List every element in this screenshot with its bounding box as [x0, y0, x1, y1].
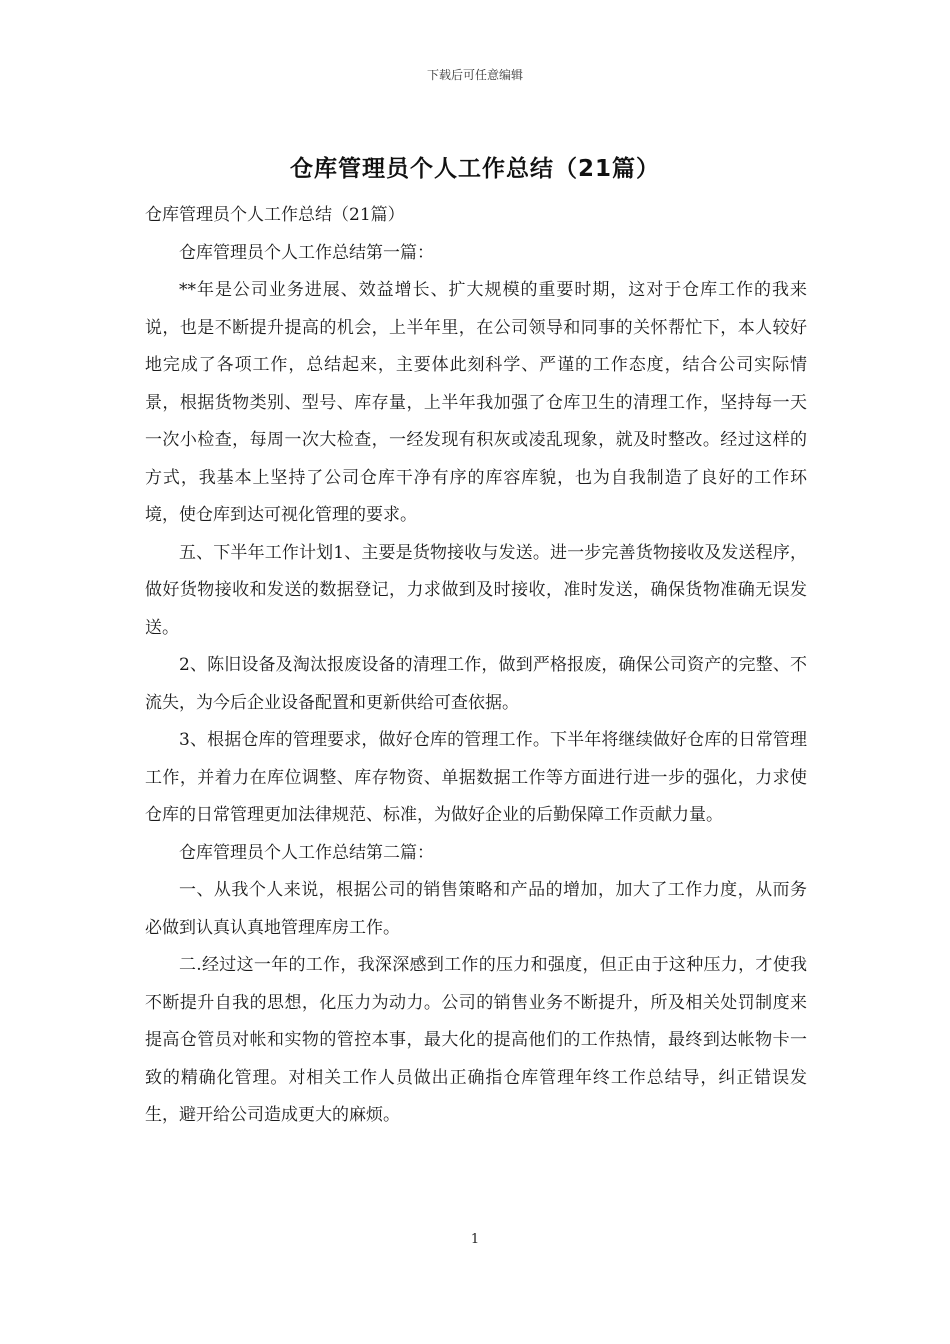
- document-body: [145, 197, 807, 1135]
- document-title: 仓库管理员个人工作总结（21篇）: [289, 156, 660, 182]
- body-paragraph: 2、陈旧设备及淘汰报废设备的清理工作，做到严格报废，确保公司资产的完整、不流失，为今后企业设备配置和更新供给可查依据。: [145, 655, 807, 713]
- body-paragraph-subtitle: 仓库管理员个人工作总结（21篇）: [145, 205, 405, 225]
- section-heading-1: 仓库管理员个人工作总结第一篇：: [179, 242, 434, 263]
- body-paragraph: 二.经过这一年的工作，我深深感到工作的压力和强度，但正由于这种压力，才使我不断提升自我的思想，化压力为动力。公司的销售业务不断提升，所及相关处罚制度来提高仓管员对帐和实物的管控本事，最大化的提高他们的工作热情，最终到达帐物卡一致的精确化管理。对相关工作人员做出正确指仓库管理年终工作总结导，纠正错误发生，避开给公司造成更大的麻烦。: [145, 955, 807, 1125]
- body-paragraph: 五、下半年工作计划1、主要是货物接收与发送。进一步完善货物接收及发送程序，做好货物接收和发送的数据登记，力求做到及时接收，准时发送，确保货物准确无误发送。: [145, 542, 807, 638]
- page-number: 1: [470, 1232, 480, 1247]
- body-paragraph: 一、从我个人来说，根据公司的销售策略和产品的增加，加大了工作力度，从而务必做到认真认真地管理库房工作。: [145, 880, 807, 938]
- body-paragraph: **年是公司业务进展、效益增长、扩大规模的重要时期，这对于仓库工作的我来说，也是不断提升提高的机会，上半年里，在公司领导和同事的关怀帮忙下，本人较好地完成了各项工作，总结起来，主要体此刻科学、严谨的工作态度，结合公司实际情景，根据货物类别、型号、库存量，上半年我加强了仓库卫生的清理工作，坚持每一天一次小检查，每周一次大检查，一经发现有积灰或凌乱现象，就及时整改。经过这样的方式，我基本上坚持了公司仓库干净有序的库容库貌，也为自我制造了良好的工作环境，使仓库到达可视化管理的要求。: [145, 280, 807, 525]
- section-heading-2: 仓库管理员个人工作总结第二篇：: [179, 842, 434, 863]
- body-paragraph: 3、根据仓库的管理要求，做好仓库的管理工作。下半年将继续做好仓库的日常管理工作，并着力在库位调整、库存物资、单据数据工作等方面进行进一步的强化，力求使仓库的日常管理更加法律规范、标准，为做好企业的后勤保障工作贡献力量。: [145, 730, 807, 825]
- header-note: 下载后可任意编辑: [426, 68, 523, 82]
